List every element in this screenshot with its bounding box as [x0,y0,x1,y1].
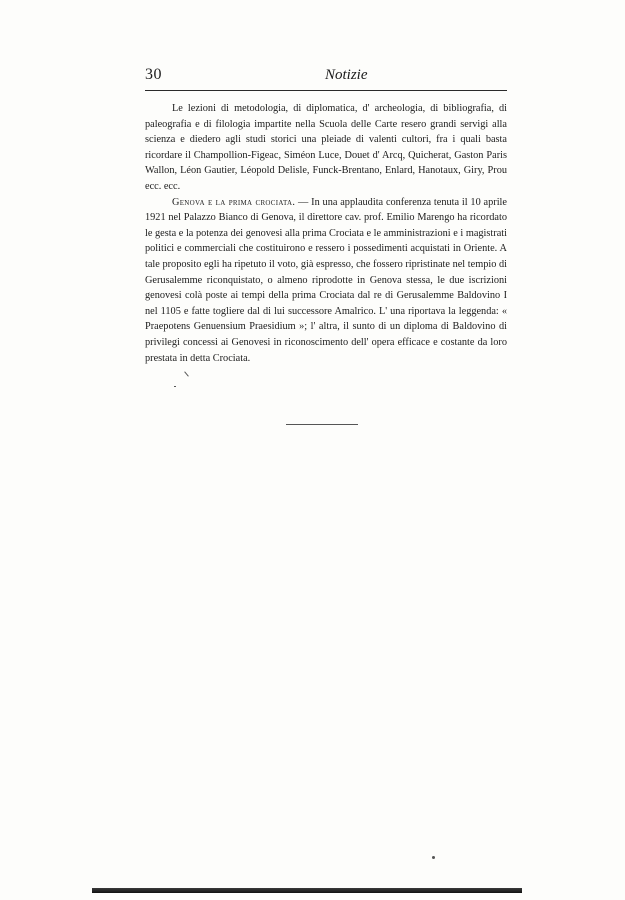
section-heading: Genova e la prima crociata. [172,196,296,208]
running-head: Notizie [325,67,368,83]
page-number: 30 [145,66,162,83]
scan-speck [184,371,189,376]
page-bottom-edge [92,888,522,893]
article-body [145,101,507,366]
scan-speck [432,856,435,859]
paragraph-text: — In una applaudita conferenza tenuta il 10 aprile 1921 nel Palazzo Bianco di Genova, il direttore cav. prof. Emilio Marengo ha ricordato le gesta e la potenza dei genovesi alla prima Crociata e le amministrazioni e i magistrati politici e commerciali che costituirono e ressero i possedimenti acquistati in Oriente. A tale proposito egli ha ripetuto il voto, già espresso, che fossero ripristinate nel tempio di Gerusalemme riconquistato, o almeno riprodotte in Genova stessa, le due iscrizioni genovesi colà poste ai tempi della prima Crociata dal re di Gerusalemme Baldovino I nel 1105 e fatte togliere dal di lui successore Amalrico. L' una riportava la leggenda: « Praepotens Genuensium Praesidium »; l' altra, il sunto di un diploma di Baldovino di privilegi concessi ai Genovesi in riconoscimento dell' opera efficace e costante da loro prestata in detta Crociata. [145,196,507,364]
scan-speck [174,386,176,387]
paragraph-genova-crociata [145,195,507,367]
paragraph-ecole-des-chartes: Le lezioni di metodologia, di diplomatica, d' archeologia, di bibliografia, di paleografia e di filologia impartite nella Scuola delle Carte resero grandi servigi alla scienza e diedero agli studi storici una pleiade di valenti cultori, fra i quali basta ricordare il Champollion-Figeac, Siméon Luce, Douet d' Arcq, Quicherat, Gaston Paris Wallon, Léon Gautier, Léopold Delisle, Funck-Brentano, Enlard, Hanotaux, Giry, Prou ecc. ecc. [145,103,507,192]
page-header [145,66,507,91]
section-divider [286,424,358,425]
